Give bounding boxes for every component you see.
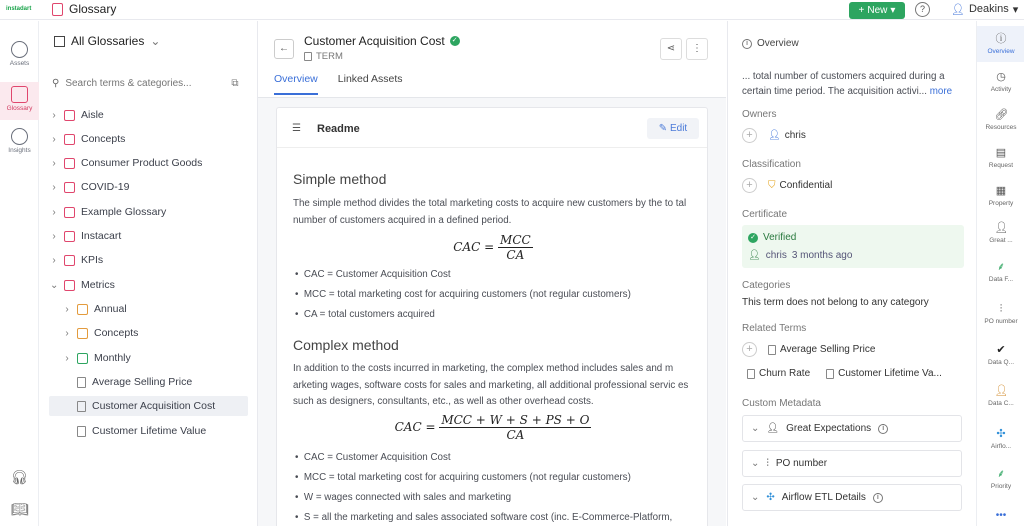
tree-item-average-selling-price[interactable] [77, 372, 192, 392]
category-icon [64, 158, 75, 169]
chevron-right-icon: › [52, 157, 56, 169]
owners-row [742, 128, 811, 143]
term-description [742, 69, 967, 99]
rail-overview[interactable] [977, 26, 1024, 62]
formula-lhs: CAC = [453, 240, 495, 254]
sprout-icon: ⸙ [996, 261, 1006, 273]
tree-item-label: Customer Lifetime Value [92, 425, 207, 437]
term-icon [747, 369, 755, 379]
overview-heading [742, 38, 799, 49]
category-icon [77, 328, 88, 339]
classification-row [742, 178, 837, 193]
rail-data-freshness[interactable] [977, 261, 1024, 283]
certificate-status-label: Verified [763, 232, 797, 243]
more-vertical-icon: ⋮ [692, 43, 702, 54]
tab-linked-assets[interactable]: Linked Assets [337, 73, 403, 85]
readme-card [276, 107, 708, 526]
term-icon [826, 369, 834, 379]
related-terms-label: Related Terms [742, 323, 807, 334]
chevron-right-icon: › [52, 109, 56, 121]
tree-item-covid-19[interactable] [50, 177, 129, 197]
rail-label: Airflo... [990, 443, 1012, 450]
list-item: • CAC = Customer Acquisition Cost [295, 452, 451, 463]
formula-numerator: MCC + W + S + PS + O [441, 413, 590, 427]
section-title-label: Glossary [69, 2, 117, 16]
owner-chip[interactable] [763, 128, 811, 143]
chevron-right-icon: › [65, 327, 69, 339]
main-content [258, 21, 726, 526]
tree-item-concepts[interactable] [50, 129, 125, 149]
tabs [274, 73, 403, 95]
lightbulb-icon [11, 128, 28, 145]
term-icon [77, 377, 86, 388]
tree-item-label: Instacart [81, 230, 122, 242]
metadata-great-expectations[interactable] [742, 415, 962, 442]
checkmark-icon: ✔ [996, 344, 1006, 356]
list-item: • CA = total customers acquired [295, 309, 435, 320]
property-icon: ▦ [995, 185, 1007, 197]
search-input[interactable] [65, 78, 225, 89]
list-item-text: CA = total customers acquired [303, 309, 435, 320]
owner-name: chris [784, 130, 806, 141]
glossary-sidebar [40, 21, 258, 526]
user-icon: 👤︎ [768, 130, 781, 141]
headset-icon[interactable]: 🎧︎ [10, 469, 29, 485]
category-icon [64, 207, 75, 218]
metadata-po-number[interactable] [742, 450, 962, 477]
certificate-status [748, 232, 796, 243]
metadata-label: Great Expectations [786, 423, 872, 434]
person-icon: 👤︎ [994, 385, 1009, 397]
tree-item-monthly[interactable] [63, 348, 131, 368]
chevron-down-icon: ⌄ [50, 279, 59, 291]
classification-label: Classification [742, 159, 801, 170]
info-icon: i [742, 39, 752, 49]
plus-icon: + [858, 5, 865, 16]
info-icon[interactable]: i [873, 493, 883, 503]
certificate-meta [748, 250, 852, 261]
tree-item-label: Customer Acquisition Cost [92, 400, 216, 412]
rail-label: PO number [984, 318, 1018, 325]
tree-item-label: Average Selling Price [92, 376, 193, 388]
book-icon[interactable]: 📖︎ [10, 501, 29, 517]
chevron-down-icon: ▾ [890, 5, 896, 16]
certificate-when: 3 months ago [791, 250, 853, 261]
edit-icon: ✎ [658, 123, 668, 134]
rail-glossary[interactable] [0, 82, 39, 120]
categories-value: This term does not belong to any category [742, 297, 929, 308]
certificate-box[interactable] [742, 225, 964, 268]
rail-great-expectations[interactable] [977, 222, 1024, 244]
grid-icon [54, 36, 65, 47]
rail-glossary-label: Glossary [6, 105, 33, 112]
rail-label: Data Q... [987, 359, 1014, 366]
rail-assets-label: Assets [9, 60, 30, 67]
chevron-right-icon: › [65, 303, 69, 315]
tree-item-label: Aisle [81, 109, 104, 121]
list-item-text: CAC = Customer Acquisition Cost [303, 269, 451, 280]
term-icon [77, 426, 86, 437]
overview-panel [727, 21, 975, 526]
tree-item-label: COVID-19 [81, 181, 130, 193]
tree-item-consumer-product-goods[interactable] [50, 153, 202, 173]
list-item: • S = all the marketing and sales associated software cost (inc. E-Commerce-Platform, [295, 512, 673, 523]
rail-label: Great ... [989, 237, 1013, 244]
list-item-text: W = wages connected with sales and marketing [303, 492, 512, 503]
share-icon: ⋖ [666, 43, 676, 54]
more-button[interactable] [686, 38, 708, 60]
rail-label: Overview [987, 48, 1015, 55]
related-terms-row-2 [742, 366, 947, 381]
category-icon [64, 255, 75, 266]
new-button-label: New [867, 5, 888, 16]
tree-item-instacart[interactable] [50, 226, 121, 246]
sliders-icon: ⫶ [766, 458, 769, 469]
tab-overview[interactable]: Overview [274, 73, 318, 95]
formula-fraction [439, 413, 591, 442]
rail-label: Data C... [988, 400, 1014, 407]
tree-item-example-glossary[interactable] [50, 202, 166, 222]
user-icon: 👤︎ [748, 250, 761, 261]
certificate-label: Certificate [742, 209, 788, 220]
formula-numerator: MCC [500, 233, 531, 247]
rail-assets[interactable] [0, 41, 39, 67]
tree-item-label: Example Glossary [81, 206, 167, 218]
tree-item-kpis[interactable] [50, 250, 103, 270]
sliders-icon: ⫶ [999, 303, 1003, 315]
rail-priority[interactable] [977, 468, 1024, 490]
rail-label: Priority [990, 483, 1012, 490]
category-icon [64, 110, 75, 121]
info-icon: ⓘ [995, 33, 1007, 45]
rail-property[interactable] [977, 185, 1024, 207]
rail-activity[interactable] [977, 71, 1024, 93]
related-terms-row-1 [742, 342, 880, 357]
search-bar[interactable] [52, 74, 248, 92]
rail-label: Data F... [988, 276, 1014, 283]
clock-icon: ◷ [996, 71, 1006, 83]
simple-method-paragraph: The simple method divides the total marketing costs to acquire new customers by the to tal number of customers acquired in a defined period. [293, 198, 687, 226]
list-item: • W = wages connected with sales and marketing [295, 492, 512, 503]
new-button[interactable] [849, 2, 905, 19]
list-item: • MCC = total marketing cost for acquiring customers (not regular customers) [295, 472, 631, 483]
chevron-right-icon: › [52, 254, 56, 266]
tree-item-label: Consumer Product Goods [81, 157, 203, 169]
rail-data-quality[interactable] [977, 344, 1024, 366]
sprout-icon: ⸙ [996, 468, 1006, 480]
help-icon[interactable]: ? [915, 2, 930, 17]
term-icon [304, 52, 312, 61]
list-item-text: S = all the marketing and sales associated software cost (inc. E-Commerce-Platform, [303, 512, 673, 523]
chevron-right-icon: › [52, 181, 56, 193]
user-name: Deakins [968, 3, 1009, 15]
rail-label: Property [988, 200, 1014, 207]
category-icon [77, 353, 88, 364]
add-owner-button[interactable]: + [742, 128, 757, 143]
list-item-text: CAC = Customer Acquisition Cost [303, 452, 451, 463]
right-rail [976, 21, 1024, 526]
edit-button[interactable] [647, 118, 699, 139]
metadata-label: PO number [775, 458, 828, 469]
top-bar [0, 0, 1024, 20]
formula-complex [277, 413, 708, 442]
arrow-left-icon: ← [279, 43, 289, 54]
tree-item-label: Annual [94, 303, 127, 315]
formula-simple [277, 233, 708, 262]
compass-icon [11, 41, 28, 58]
related-term-label: Average Selling Price [780, 344, 876, 355]
rail-insights-label: Insights [8, 147, 31, 154]
great-expectations-icon: 👤︎ [994, 222, 1009, 234]
link-icon: 🔗︎ [994, 109, 1009, 121]
chevron-down-icon: ⌄ [751, 492, 760, 503]
list-item-text: MCC = total marketing cost for acquiring customers (not regular customers) [303, 472, 631, 483]
chevron-right-icon: › [52, 133, 56, 145]
list-icon: ☰ [292, 123, 301, 134]
share-button[interactable] [660, 38, 682, 60]
tree-item-metrics[interactable] [50, 275, 115, 295]
tree-item-label: Monthly [94, 352, 131, 364]
formula-lhs: CAC = [394, 420, 436, 434]
tree-item-label: Metrics [81, 279, 115, 291]
edit-button-label: Edit [669, 123, 688, 134]
glossary-icon [52, 3, 63, 16]
rail-label: Activity [990, 86, 1012, 93]
term-icon [77, 401, 86, 412]
tree-item-label: KPIs [81, 254, 104, 266]
chevron-right-icon: › [52, 230, 56, 242]
app-logo[interactable]: instadart [6, 6, 32, 12]
term-title [304, 34, 460, 48]
rail-po-number[interactable] [977, 303, 1024, 325]
category-icon [77, 304, 88, 315]
related-term-label: Customer Lifetime Va... [838, 368, 942, 379]
airflow-icon: ✣ [766, 492, 775, 503]
rail-label: Resources [985, 124, 1017, 131]
metadata-label: Airflow ETL Details [781, 492, 866, 503]
rail-airflow[interactable] [977, 428, 1024, 450]
airflow-icon: ✣ [996, 428, 1006, 440]
chevron-down-icon: ⌄ [150, 34, 161, 48]
readme-header [277, 108, 708, 148]
back-button[interactable] [274, 39, 294, 59]
related-term-chip[interactable] [763, 342, 880, 357]
category-icon [64, 182, 75, 193]
term-header [258, 21, 726, 98]
certificate-by: chris [765, 250, 787, 261]
category-icon [64, 134, 75, 145]
term-icon [768, 345, 776, 355]
all-glossaries-label: All Glossaries [71, 34, 145, 48]
chevron-down-icon: ▾ [1012, 4, 1019, 16]
more-link[interactable]: more [929, 86, 953, 97]
related-term-chip[interactable] [742, 366, 815, 381]
overview-heading-label: Overview [757, 38, 799, 49]
left-rail [0, 21, 39, 526]
user-icon: 👤︎ [951, 4, 965, 16]
formula-fraction [498, 233, 533, 262]
all-glossaries-dropdown[interactable] [54, 34, 160, 48]
tree-item-annual[interactable] [63, 299, 127, 319]
description-text: ... total number of customers acquired during a certain time period. The acquisition activi... [742, 71, 945, 97]
term-title-label: Customer Acquisition Cost [304, 34, 445, 48]
tree-item-customer-lifetime-value[interactable] [77, 421, 206, 441]
chevron-down-icon: ⌄ [751, 423, 760, 434]
verified-icon: ✓ [748, 233, 758, 243]
term-type [304, 51, 343, 62]
search-icon: ⚲ [52, 77, 60, 89]
verified-icon: ✓ [450, 36, 460, 46]
owners-label: Owners [742, 109, 777, 120]
more-horizontal-icon[interactable]: ••• [995, 510, 1007, 521]
classification-chip[interactable] [763, 178, 837, 193]
rail-insights[interactable] [0, 128, 39, 154]
tree-item-label: Concepts [81, 133, 126, 145]
list-item-text: MCC = total marketing cost for acquiring customers (not regular customers) [303, 289, 631, 300]
rail-resources[interactable] [977, 109, 1024, 131]
custom-metadata-label: Custom Metadata [742, 398, 821, 409]
readme-title: Readme [317, 123, 360, 135]
complex-method-heading: Complex method [293, 337, 399, 353]
chevron-right-icon: › [52, 206, 56, 218]
glossary-icon [11, 86, 28, 103]
tree-item-aisle[interactable] [50, 105, 104, 125]
related-term-label: Churn Rate [759, 368, 811, 379]
related-term-chip[interactable] [821, 366, 947, 381]
classification-value: Confidential [779, 180, 833, 191]
category-icon [64, 231, 75, 242]
add-classification-button[interactable]: + [742, 178, 757, 193]
metadata-airflow-etl[interactable] [742, 484, 962, 511]
list-item: • MCC = total marketing cost for acquiring customers (not regular customers) [295, 289, 631, 300]
shield-icon: ⛉ [768, 180, 776, 191]
section-title [52, 2, 116, 16]
add-related-term-button[interactable]: + [742, 342, 757, 357]
categories-label: Categories [742, 280, 791, 291]
great-expectations-icon: 👤︎ [766, 423, 780, 434]
tree-item-label: Concepts [94, 327, 139, 339]
category-icon [64, 280, 75, 291]
term-type-label: TERM [316, 51, 343, 62]
formula-denominator: CA [506, 248, 525, 262]
info-icon[interactable]: i [878, 424, 888, 434]
simple-method-heading: Simple method [293, 171, 387, 187]
request-icon: ▤ [995, 147, 1007, 159]
list-item: • CAC = Customer Acquisition Cost [295, 269, 451, 280]
user-menu[interactable] [951, 3, 1018, 16]
tree-item-customer-acquisition-cost[interactable] [49, 396, 248, 416]
chevron-down-icon: ⌄ [751, 458, 760, 469]
chevron-right-icon: › [65, 352, 69, 364]
rail-request[interactable] [977, 147, 1024, 169]
rail-label: Request [988, 162, 1014, 169]
collapse-icon[interactable]: ⧉ [231, 77, 239, 89]
formula-denominator: CA [506, 428, 525, 442]
tree-item-metrics-concepts[interactable] [63, 323, 138, 343]
complex-method-paragraph: In addition to the costs incurred in marketing, the complex method includes sales and m arketing wages, software costs for sales and marketing, all additional professional servic es such as designers, consultants, etc., as well as other overhead costs. [293, 363, 689, 407]
rail-data-contract[interactable] [977, 385, 1024, 407]
